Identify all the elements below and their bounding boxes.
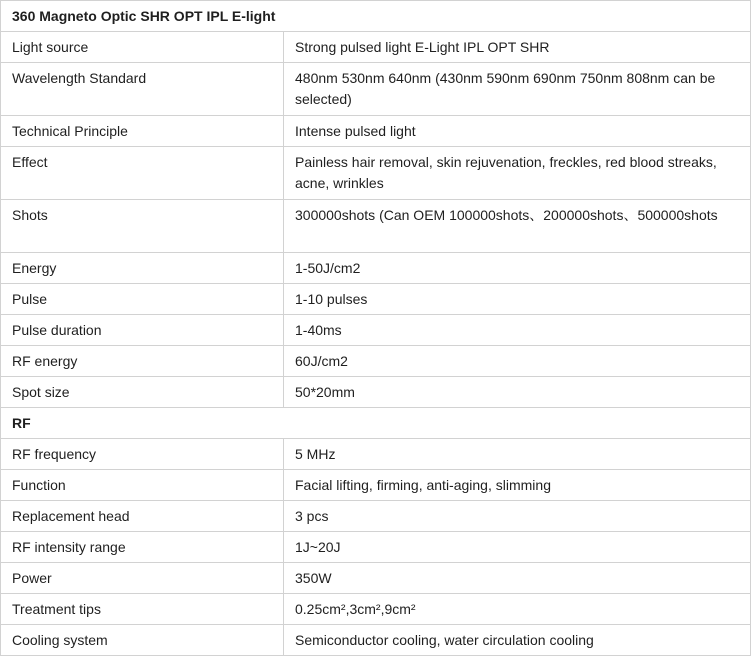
table-row [1, 200, 751, 253]
table-row [1, 63, 751, 116]
table-row [1, 594, 751, 625]
table-row [1, 32, 751, 63]
row-value: Intense pulsed light [284, 116, 751, 147]
row-label: Power [1, 563, 284, 594]
table-row [1, 315, 751, 346]
row-value: Painless hair removal, skin rejuvenation, freckles, red blood streaks, acne, wrinkles [284, 147, 751, 200]
row-label: Treatment tips [1, 594, 284, 625]
row-label: RF intensity range [1, 532, 284, 563]
row-value: Facial lifting, firming, anti-aging, slimming [284, 470, 751, 501]
table-row [1, 501, 751, 532]
table-row [1, 625, 751, 656]
row-value: 0.25cm²,3cm²,9cm² [284, 594, 751, 625]
table-row [1, 346, 751, 377]
row-value: 480nm 530nm 640nm (430nm 590nm 690nm 750nm 808nm can be selected) [284, 63, 751, 116]
section-title: 360 Magneto Optic SHR OPT IPL E-light [1, 1, 751, 32]
row-label: RF frequency [1, 439, 284, 470]
row-label: Technical Principle [1, 116, 284, 147]
row-label: Light source [1, 32, 284, 63]
row-label: Pulse duration [1, 315, 284, 346]
table-row [1, 439, 751, 470]
row-label: Shots [1, 200, 284, 253]
row-label: Effect [1, 147, 284, 200]
table-row [1, 253, 751, 284]
row-label: Pulse [1, 284, 284, 315]
table-row [1, 284, 751, 315]
table-row [1, 470, 751, 501]
table-row [1, 377, 751, 408]
row-value: Strong pulsed light E-Light IPL OPT SHR [284, 32, 751, 63]
row-value: 1-40ms [284, 315, 751, 346]
table-row [1, 147, 751, 200]
row-label: Wavelength Standard [1, 63, 284, 116]
table-row [1, 116, 751, 147]
table-row [1, 563, 751, 594]
row-label: Cooling system [1, 625, 284, 656]
row-value: 60J/cm2 [284, 346, 751, 377]
row-value: 1J~20J [284, 532, 751, 563]
row-label: RF energy [1, 346, 284, 377]
row-value: 5 MHz [284, 439, 751, 470]
row-value: 50*20mm [284, 377, 751, 408]
row-value: Semiconductor cooling, water circulation cooling [284, 625, 751, 656]
row-value: 1-10 pulses [284, 284, 751, 315]
section-header [1, 1, 751, 32]
table-row [1, 532, 751, 563]
row-label: Function [1, 470, 284, 501]
row-label: Spot size [1, 377, 284, 408]
row-value: 300000shots (Can OEM 100000shots、200000shots、500000shots [284, 200, 751, 253]
row-value: 3 pcs [284, 501, 751, 532]
row-value: 350W [284, 563, 751, 594]
section-header [1, 408, 751, 439]
row-label: Energy [1, 253, 284, 284]
section-title: RF [1, 408, 751, 439]
row-label: Replacement head [1, 501, 284, 532]
row-value: 1-50J/cm2 [284, 253, 751, 284]
